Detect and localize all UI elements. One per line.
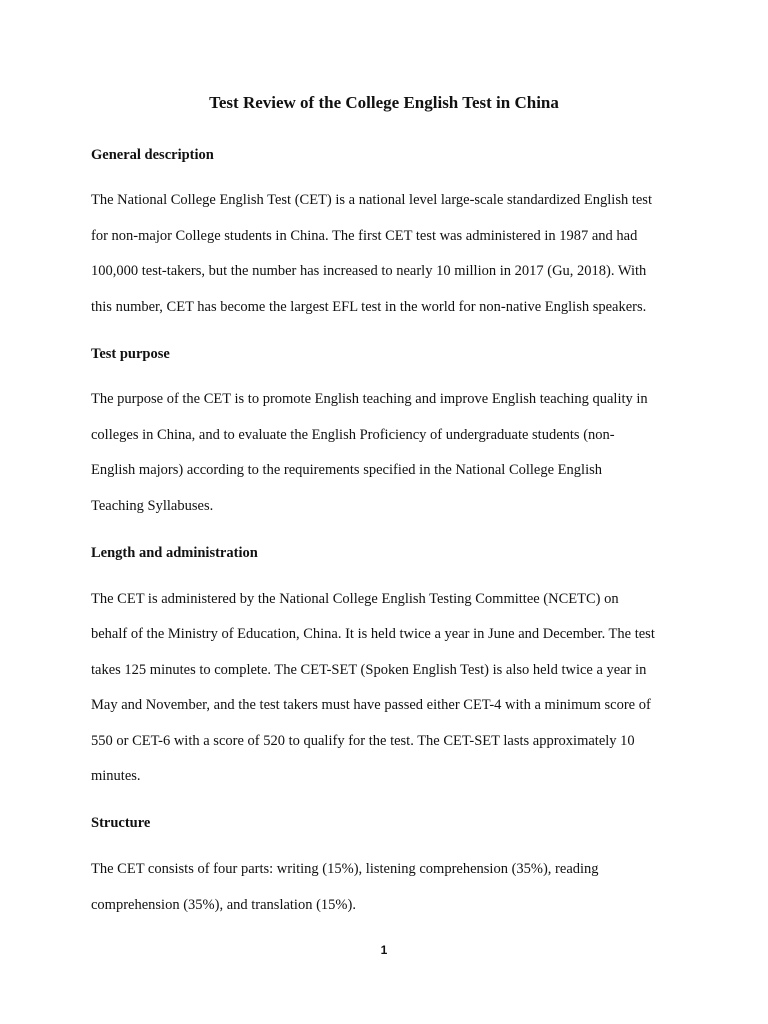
paragraph-line: colleges in China, and to evaluate the English Proficiency of undergraduate students (non- — [91, 427, 615, 443]
paragraph-line: takes 125 minutes to complete. The CET-SET (Spoken English Test) is also held twice a year in — [91, 662, 647, 678]
paragraph-line: The purpose of the CET is to promote English teaching and improve English teaching quality in — [91, 391, 648, 407]
paragraph-line: this number, CET has become the largest EFL test in the world for non-native English speakers. — [91, 299, 647, 315]
paragraph-line: minutes. — [91, 768, 141, 784]
paragraph-line: English majors) according to the requirements specified in the National College English — [91, 462, 602, 478]
paragraph-line: 100,000 test-takers, but the number has increased to nearly 10 million in 2017 (Gu, 2018). With — [91, 263, 647, 279]
heading-length-administration: Length and administration — [91, 545, 258, 561]
heading-structure: Structure — [91, 815, 151, 831]
page-number: 1 — [380, 943, 388, 957]
document-title: Test Review of the College English Test in China — [209, 93, 559, 112]
paragraph-line: Teaching Syllabuses. — [91, 498, 214, 514]
heading-general-description: General description — [91, 147, 214, 163]
paragraph-line: The CET is administered by the National College English Testing Committee (NCETC) on — [91, 591, 619, 607]
paragraph-line: comprehension (35%), and translation (15%). — [91, 897, 356, 913]
paragraph-line: 550 or CET-6 with a score of 520 to qualify for the test. The CET-SET lasts approximately 10 — [91, 733, 635, 749]
paragraph-line: for non-major College students in China. The first CET test was administered in 1987 and had — [91, 228, 638, 244]
heading-test-purpose: Test purpose — [91, 346, 170, 362]
paragraph-line: behalf of the Ministry of Education, China. It is held twice a year in June and December. The test — [91, 626, 655, 642]
paragraph-line: The National College English Test (CET) is a national level large-scale standardized English test — [91, 192, 652, 208]
paragraph-line: May and November, and the test takers must have passed either CET-4 with a minimum score of — [91, 697, 651, 713]
paragraph-line: The CET consists of four parts: writing (15%), listening comprehension (35%), reading — [91, 861, 599, 877]
